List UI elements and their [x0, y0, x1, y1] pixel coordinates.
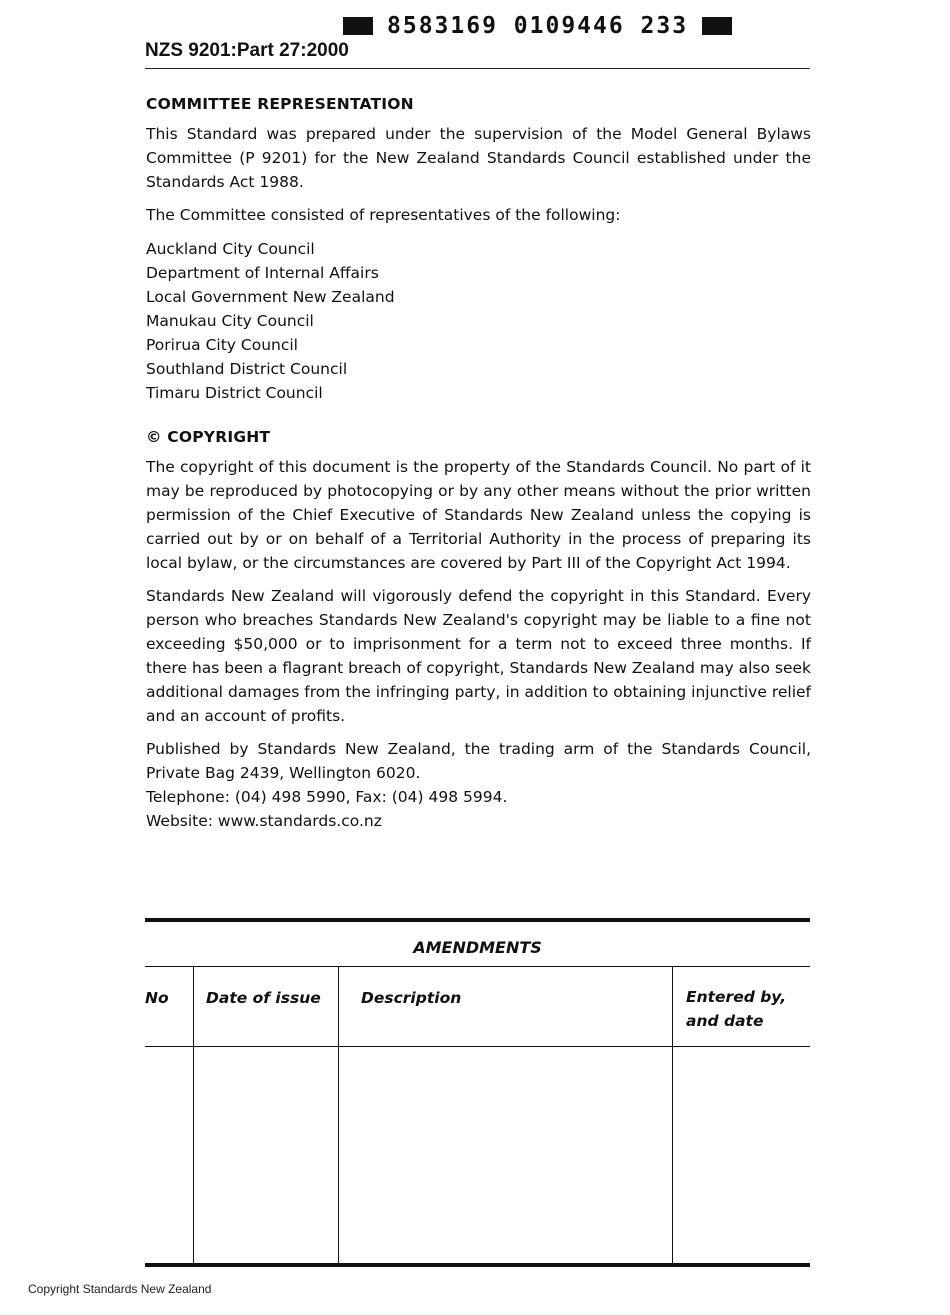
publisher-info [146, 737, 811, 833]
amendments-title: AMENDMENTS [413, 938, 542, 957]
column-header-no: No [145, 989, 169, 1007]
publisher-website: Website: www.standards.co.nz [146, 812, 382, 830]
list-item: Department of Internal Affairs [146, 264, 379, 282]
amendments-table [145, 918, 810, 1268]
header-rule [145, 68, 810, 69]
barcode-block-right [702, 17, 732, 35]
publisher-line: Published by Standards New Zealand, the trading arm of the Standards Council, Private Bag 2439, Wellington 6020. [146, 740, 811, 782]
publisher-phone-fax: Telephone: (04) 498 5990, Fax: (04) 498 5994. [146, 788, 508, 806]
column-header-entered-by: Entered by, and date [686, 988, 787, 1030]
column-header-description: Description [361, 989, 462, 1007]
list-item: Local Government New Zealand [146, 288, 395, 306]
table-row-rule [145, 1046, 810, 1047]
committee-members-list [146, 237, 811, 405]
copyright-paragraph-1: The copyright of this document is the property of the Standards Council. No part of it may be reproduced by photocopying or by any other means without the prior written permission of the Chief Executive of Standards New Zealand unless the copying is carried out by or on behalf of a Territorial Authority in the process of preparing its local bylaw, or the circumstances are covered by Part III of the Copyright Act 1994. [146, 458, 811, 572]
list-item: Porirua City Council [146, 336, 298, 354]
table-header-rule [145, 966, 810, 967]
list-item: Manukau City Council [146, 312, 314, 330]
column-header-date: Date of issue [206, 989, 321, 1007]
column-divider [672, 966, 673, 1264]
committee-heading: COMMITTEE REPRESENTATION [146, 95, 414, 113]
committee-intro: This Standard was prepared under the supervision of the Model General Bylaws Committee (P 9201) for the New Zealand Standards Council established under the Standards Act 1988. [146, 125, 811, 191]
copyright-paragraph-2: Standards New Zealand will vigorously defend the copyright in this Standard. Every person who breaches Standards New Zealand's copyright may be liable to a fine not exceeding $50,000 or to imprisonment for a term not to exceed three months. If there has been a flagrant breach of copyright, Standards New Zealand may also seek additional damages from the infringing party, in addition to obtaining injunctive relief and an account of profits. [146, 587, 811, 725]
copyright-heading: © COPYRIGHT [146, 428, 271, 446]
committee-list-intro: The Committee consisted of representatives of the following: [146, 206, 621, 224]
document-id: NZS 9201:Part 27:2000 [145, 40, 349, 61]
list-item: Auckland City Council [146, 240, 315, 258]
column-divider [338, 966, 339, 1264]
table-top-rule [145, 918, 810, 922]
barcode-block-left [343, 17, 373, 35]
list-item: Southland District Council [146, 360, 348, 378]
barcode-number: 8583169 0109446 233 [387, 13, 689, 39]
barcode [343, 12, 753, 40]
page-content [146, 92, 811, 833]
footer-copyright: Copyright Standards New Zealand [28, 1282, 212, 1296]
column-divider [193, 966, 194, 1264]
list-item: Timaru District Council [146, 384, 323, 402]
table-bottom-rule [145, 1263, 810, 1267]
